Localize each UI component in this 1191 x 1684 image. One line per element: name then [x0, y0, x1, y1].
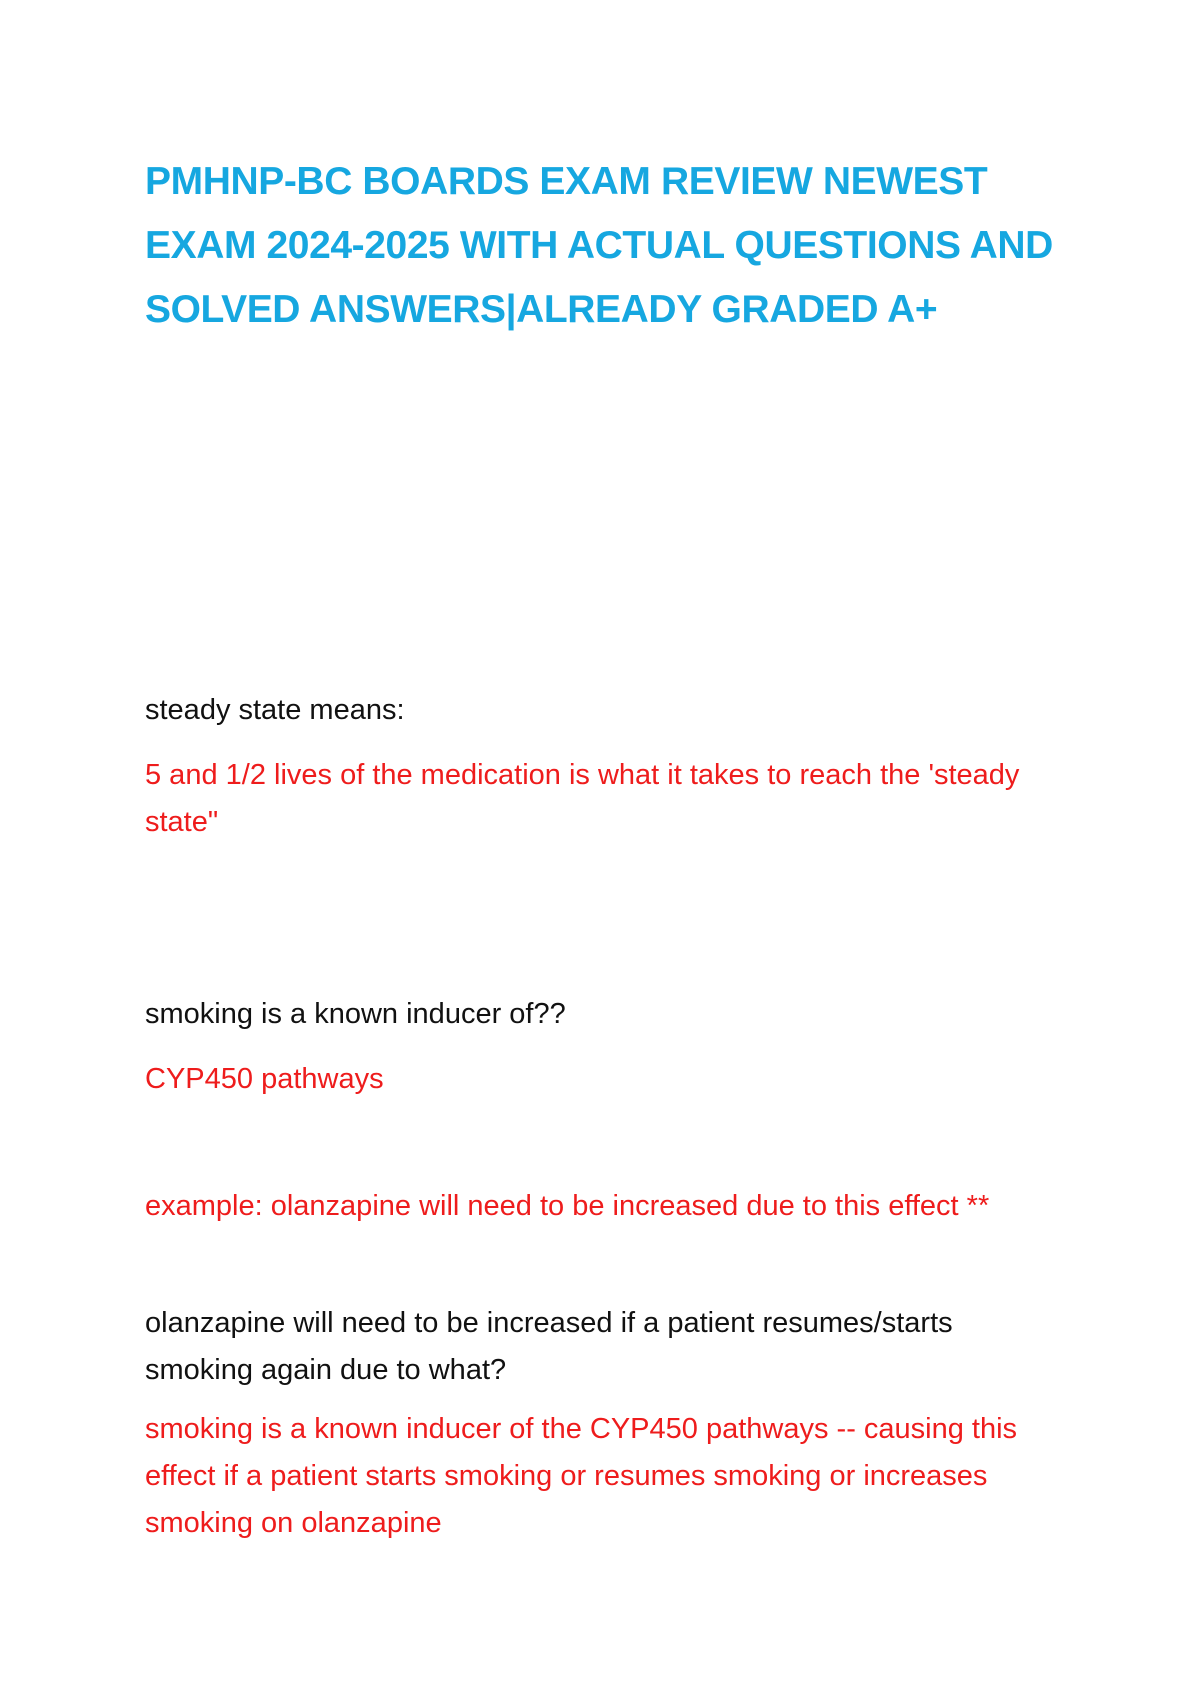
question-1: steady state means: [145, 694, 405, 726]
answer-2: CYP450 pathways [145, 1063, 384, 1095]
document-title: PMHNP-BC BOARDS EXAM REVIEW NEWEST EXAM 2024-2025 WITH ACTUAL QUESTIONS AND SOLVED ANSWERS|ALREADY GRADED A+ [145, 160, 1053, 331]
answer-1: 5 and 1/2 lives of the medication is what it takes to reach the 'steady state" [145, 759, 1020, 838]
question-2: smoking is a known inducer of?? [145, 998, 566, 1030]
question-3: olanzapine will need to be increased if a patient resumes/starts smoking again due to what? [145, 1307, 953, 1386]
answer-3: smoking is a known inducer of the CYP450 pathways -- causing this effect if a patient starts smoking or resumes smoking or increases smoking on olanzapine [145, 1413, 1018, 1539]
answer-2-note: example: olanzapine will need to be increased due to this effect ** [145, 1190, 990, 1222]
